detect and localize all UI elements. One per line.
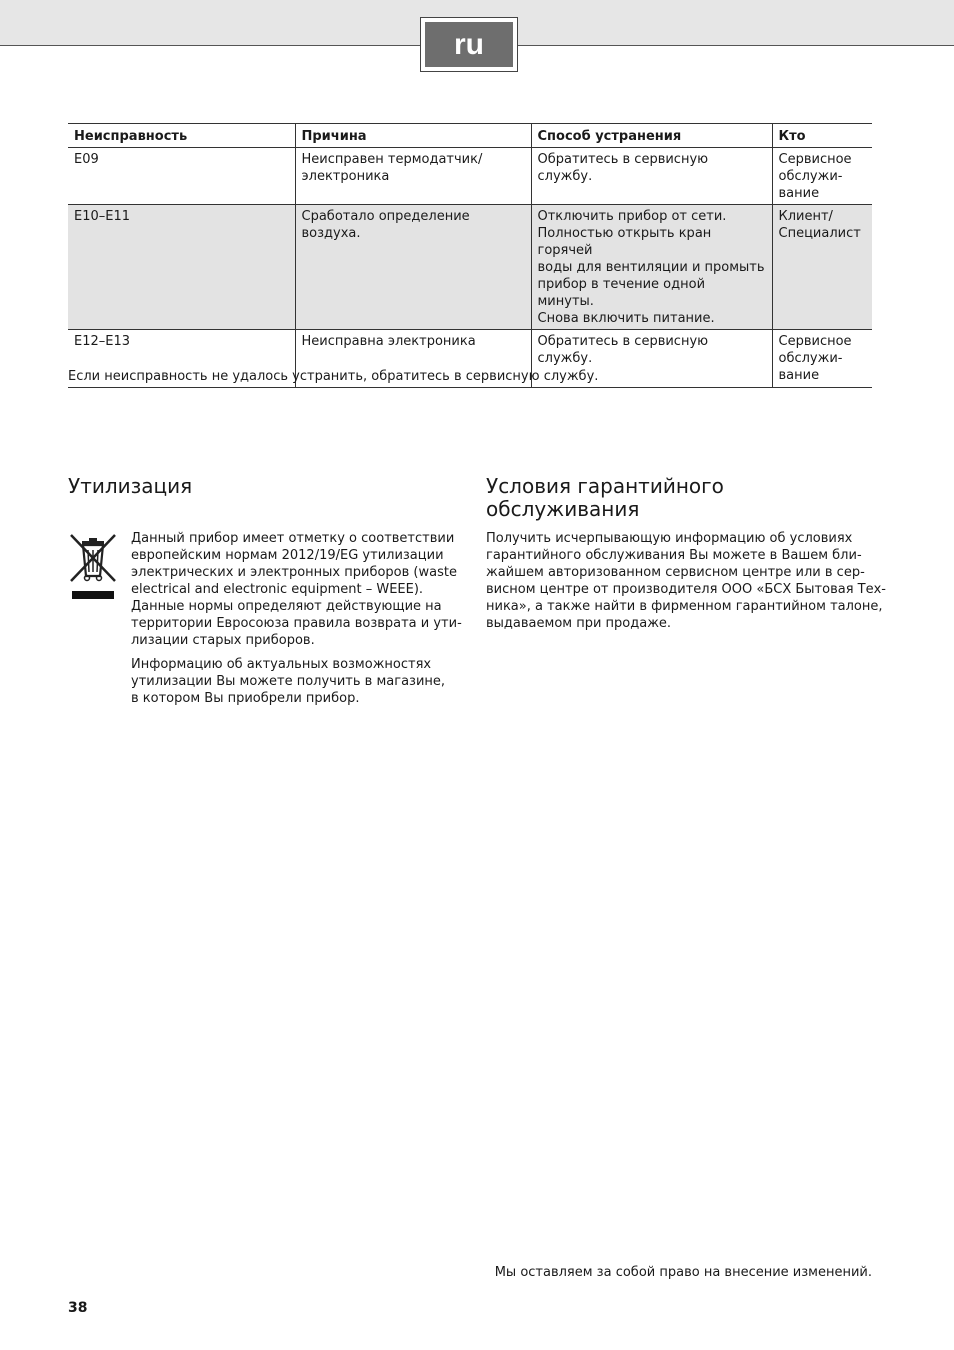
fault-cause: Сработало определение воздуха. (295, 205, 531, 330)
fault-who: Сервисное обслужи- вание (772, 148, 872, 205)
fault-remedy: Обратитесь в сервисную службу. (531, 148, 772, 205)
weee-crossed-bin-icon (68, 532, 118, 602)
fault-who: Сервисное обслужи- вание (772, 330, 872, 388)
language-code: ru (425, 22, 513, 67)
table-row (68, 148, 872, 205)
warranty-heading: Условия гарантийного обслуживания (486, 474, 724, 521)
table-header-row (68, 124, 872, 148)
warranty-paragraph: Получить исчерпывающую информацию об условиях гарантийного обслуживания Вы можете в Вашем бли- жайшем авторизованном сервисном центре или в сер- висном центре от производителя ООО «БСХ Бытовая Тех- ника», а также найти в фирменном гарантийном талоне, выдаваемом при продаже. (486, 531, 886, 631)
language-badge (420, 17, 518, 72)
column-header-who: Кто (772, 124, 872, 148)
fault-cause: Неисправна электроника (295, 330, 531, 388)
page-number: 38 (68, 1300, 88, 1316)
column-header-fault: Неисправность (68, 124, 295, 148)
fault-remedy: Отключить прибор от сети. Полностью открыть кран горячей воды для вентиляции и промыть прибор в течение одной минуты. Снова включить питание. (531, 205, 772, 330)
fault-who: Клиент/ Специалист (772, 205, 872, 330)
column-header-cause: Причина (295, 124, 531, 148)
disposal-heading: Утилизация (68, 474, 193, 498)
fault-table (68, 123, 872, 388)
column-header-remedy: Способ устранения (531, 124, 772, 148)
footer-note: Мы оставляем за собой право на внесение изменений. (494, 1265, 872, 1280)
fault-code: E12–E13 (68, 330, 295, 388)
fault-cause: Неисправен термодатчик/ электроника (295, 148, 531, 205)
disposal-paragraph-2: Информацию об актуальных возможностях утилизации Вы можете получить в магазине, в котором Вы приобрели прибор. (131, 657, 446, 706)
table-footnote: Если неисправность не удалось устранить, обратитесь в сервисную службу. (68, 369, 599, 384)
fault-remedy: Обратитесь в сервисную службу. (531, 330, 772, 388)
fault-code: E09 (68, 148, 295, 205)
disposal-paragraph-1: Данный прибор имеет отметку о соответствии европейским нормам 2012/19/EG утилизации электрических и электронных приборов (waste electrical and electronic equipment – WEEE). Данные нормы определяют действующие на территории Евросоюза правила возврата и ути- лизации старых приборов. (131, 531, 462, 648)
fault-code: E10–E11 (68, 205, 295, 330)
table-row (68, 205, 872, 330)
